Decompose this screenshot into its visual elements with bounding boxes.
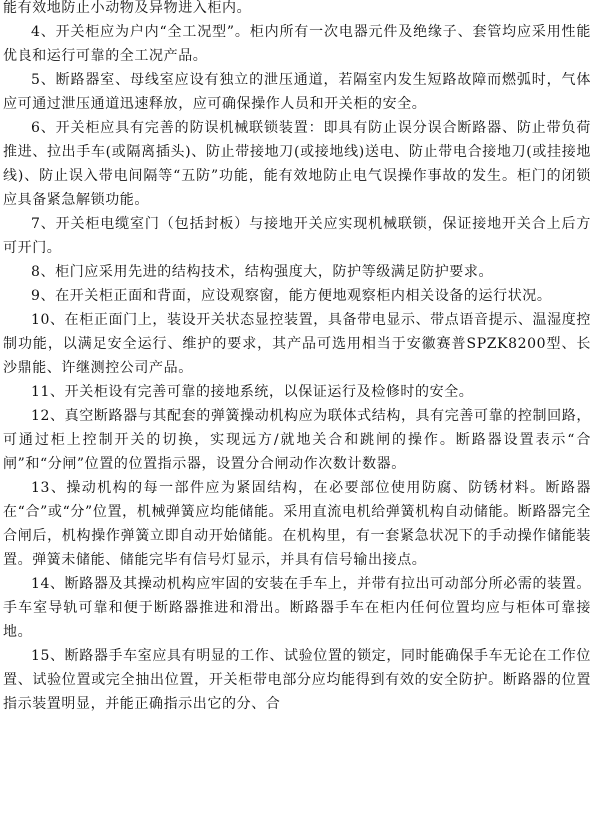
paragraph-item-4: 4、开关柜应为户内“全工况型”。柜内所有一次电器元件及绝缘子、套管均应采用性能优良和运行可靠的全工况产品。 xyxy=(3,24,591,64)
paragraph-item-15: 15、断路器手车室应具有明显的工作、试验位置的锁定，同时能确保手车无论在工作位置、试验位置或完全抽出位置，开关柜带电部分应均能得到有效的安全防护。断路器的位置指示装置明显，并能正确指示出它的分、合 xyxy=(3,648,591,712)
paragraph-item-10: 10、在柜正面门上，装设开关状态显控装置，具备带电显示、带点语音提示、温湿度控制功能，以满足安全运行、维护的要求，其产品可选用相当于安徽赛普SPZK8200型、长沙鼎能、许继测控公司产品。 xyxy=(3,312,591,376)
paragraph-continuation: 能有效地防止小动物及异物进入柜内。 xyxy=(3,0,252,16)
paragraph-item-11: 11、开关柜设有完善可靠的接地系统，以保证运行及检修时的安全。 xyxy=(31,384,474,400)
paragraph-item-12: 12、真空断路器与其配套的弹簧操动机构应为联体式结构，具有完善可靠的控制回路，可通过柜上控制开关的切换，实现远方/就地关合和跳闸的操作。断路器设置表示“合闸”和“分闸”位置的位置指示器，设置分合闸动作次数计数器。 xyxy=(3,408,591,472)
paragraph-item-7: 7、开关柜电缆室门（包括封板）与接地开关应实现机械联锁，保证接地开关合上后方可开门。 xyxy=(3,216,591,256)
paragraph-item-8: 8、柜门应采用先进的结构技术，结构强度大，防护等级满足防护要求。 xyxy=(31,264,494,280)
paragraph-item-9: 9、在开关柜正面和背面，应设观察窗，能方便地观察柜内相关设备的运行状况。 xyxy=(31,288,552,304)
paragraph-item-14: 14、断路器及其操动机构应牢固的安装在手车上，并带有拉出可动部分所必需的装置。手车室导轨可靠和便于断路器推进和滑出。断路器手车在柜内任何位置均应与柜体可靠接地。 xyxy=(3,576,591,640)
paragraph-item-13: 13、操动机构的每一部件应为紧固结构，在必要部位使用防腐、防锈材料。断路器在“合”或“分”位置，机械弹簧应均能储能。采用直流电机给弹簧机构自动储能。断路器完全合闸后，机构操作弹簧立即自动开始储能。在机构里，有一套紧急状况下的手动操作储能装置。弹簧未储能、储能完毕有信号灯显示，并具有信号输出接点。 xyxy=(3,480,591,568)
paragraph-item-6: 6、开关柜应具有完善的防误机械联锁装置：即具有防止误分误合断路器、防止带负荷推进、拉出手车(或隔离插头)、防止带接地刀(或接地线)送电、防止带电合接地刀(或挂接地线)、防止误入带电间隔等“五防”功能，能有效地防止电气误操作事故的发生。柜门的闭锁应具备紧急解锁功能。 xyxy=(3,120,591,208)
paragraph-item-5: 5、断路器室、母线室应设有独立的泄压通道，若隔室内发生短路故障而燃弧时，气体应可通过泄压通道迅速释放，应可确保操作人员和开关柜的安全。 xyxy=(3,72,591,112)
